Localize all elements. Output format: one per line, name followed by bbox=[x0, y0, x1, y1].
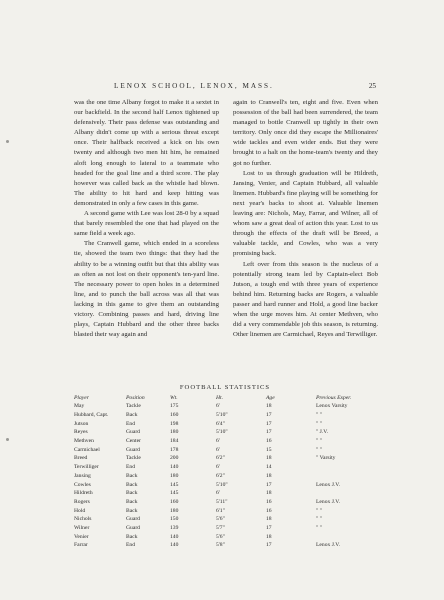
cell-height: 6' bbox=[216, 464, 220, 471]
table-row bbox=[74, 463, 376, 472]
cell-player: Methven bbox=[74, 438, 94, 445]
cell-player: Terwilliger bbox=[74, 464, 99, 471]
cell-experience bbox=[316, 463, 376, 472]
right-column bbox=[233, 98, 378, 340]
cell-age: 18 bbox=[266, 472, 272, 479]
cell-height: 5'6" bbox=[216, 516, 225, 523]
cell-position: End bbox=[126, 542, 136, 549]
cell-experience bbox=[316, 532, 376, 541]
cell-height: 5'7" bbox=[216, 524, 225, 531]
table-row bbox=[74, 541, 376, 550]
cell-height: 5'10" bbox=[216, 412, 228, 419]
cell-age: 18 bbox=[266, 516, 272, 523]
cell-height: 6' bbox=[216, 438, 220, 445]
cell-position: End bbox=[126, 420, 136, 427]
cell-experience: " " bbox=[316, 420, 322, 427]
cell-player: Carmichael bbox=[74, 446, 100, 453]
cell-player: Cowles bbox=[74, 481, 91, 488]
cell-age: 17 bbox=[266, 481, 272, 488]
cell-weight: 198 bbox=[170, 420, 179, 427]
cell-experience: " " bbox=[316, 507, 322, 514]
binder-hole bbox=[6, 140, 9, 143]
cell-height: 6'2" bbox=[216, 472, 225, 479]
cell-position: Back bbox=[126, 498, 138, 505]
table-row bbox=[74, 524, 376, 533]
cell-position: Center bbox=[126, 438, 141, 445]
table-row bbox=[74, 498, 376, 507]
cell-player: Breed bbox=[74, 455, 88, 462]
paragraph: A second game with Lee was lost 28-0 by a squad that barely resembled the one that had played on the same field a week ago. bbox=[74, 210, 219, 238]
column-header-position: Position bbox=[126, 394, 145, 401]
cell-height: 5'10" bbox=[216, 429, 228, 436]
table-row bbox=[74, 506, 376, 515]
table-row bbox=[74, 411, 376, 420]
cell-player: Wilner bbox=[74, 524, 90, 531]
page-number: 25 bbox=[368, 82, 376, 90]
cell-height: 6' bbox=[216, 403, 220, 410]
cell-position: End bbox=[126, 464, 136, 471]
table-row bbox=[74, 472, 376, 481]
cell-player: Jansing bbox=[74, 472, 91, 479]
page-header-title: LENOX SCHOOL, LENOX, MASS. bbox=[114, 82, 274, 90]
paragraph: again to Cranwell's ten, eight and five. Even when possession of the ball had been surrendered, the team managed to bottle Cranwell up tightly in their own territory. Only once did they escape the Millionaires' wide tackles and even wider ends. But they were brought to a halt on the home-team's twenty and they got no further. bbox=[233, 99, 378, 167]
cell-height: 5'10" bbox=[216, 481, 228, 488]
cell-experience: Lenox J.V. bbox=[316, 542, 340, 549]
table-row bbox=[74, 532, 376, 541]
cell-age: 15 bbox=[266, 446, 272, 453]
cell-weight: 145 bbox=[170, 490, 179, 497]
cell-experience: " Varsity bbox=[316, 455, 336, 462]
cell-experience: Lenox J.V. bbox=[316, 481, 340, 488]
cell-weight: 160 bbox=[170, 498, 179, 505]
cell-height: 6'1" bbox=[216, 507, 225, 514]
cell-height: 6' bbox=[216, 490, 220, 497]
cell-experience: " " bbox=[316, 438, 322, 445]
cell-age: 17 bbox=[266, 412, 272, 419]
cell-age: 16 bbox=[266, 438, 272, 445]
cell-age: 16 bbox=[266, 498, 272, 505]
cell-experience: " " bbox=[316, 524, 322, 531]
cell-weight: 180 bbox=[170, 472, 179, 479]
cell-position: Back bbox=[126, 507, 138, 514]
paragraph: The Cranwell game, which ended in a scoreless tie, showed the team two things: that they had the ability to be a winning outfit but that this ability was as often as not lost on their opponent's ten-yard line. The necessary power to open holes in a determined line, and to punch the ball across was all that was lacking in this game to give them an outstanding victory. Combining passes and hard, driving line plays, Captain Hubbard and the other three backs blasted their way again and bbox=[74, 240, 219, 339]
cell-weight: 140 bbox=[170, 533, 179, 540]
cell-position: Back bbox=[126, 412, 138, 419]
paragraph: Lost to us through graduation will be Hildreth, Jansing, Venier, and Captain Hubbard, all valuable linemen. Hubbard's fine playing will be something for next year's backs to shoot at. Valuable linemen leaving are: Nichols, May, Farrar, and Wilner, all of whom saw a great deal of action this year. Lost to us through the effects of the draft will be Breed, a valuable tackle, and Cowles, who was a very promising back. bbox=[233, 169, 378, 258]
cell-position: Guard bbox=[126, 516, 140, 523]
cell-player: Hildreth bbox=[74, 490, 93, 497]
cell-weight: 139 bbox=[170, 524, 179, 531]
table-row bbox=[74, 489, 376, 498]
table-row bbox=[74, 480, 376, 489]
cell-age: 17 bbox=[266, 429, 272, 436]
cell-experience: Lenox J.V. bbox=[316, 498, 340, 505]
cell-weight: 175 bbox=[170, 403, 179, 410]
binder-hole bbox=[6, 438, 9, 441]
column-header-age: Age bbox=[266, 394, 275, 401]
cell-position: Tackle bbox=[126, 403, 141, 410]
stats-table-body bbox=[74, 402, 376, 550]
column-header-weight: Wt. bbox=[170, 394, 178, 401]
cell-player: Nichols bbox=[74, 516, 92, 523]
cell-weight: 145 bbox=[170, 481, 179, 488]
paragraph: Left over from this season is the nucleus of a potentially strong team led by Captain-elect Bob Jutson, a tough end with three years of experience behind him. Returning backs are Rogers, a valuable passer and hard runner and Hold, a good line backer when the urge moves him. At center Methven, who did a very commendable job this season, is returning. Other linemen are Carmichael, Reyes and Terwilliger. bbox=[233, 260, 378, 339]
cell-weight: 180 bbox=[170, 429, 179, 436]
cell-player: Rogers bbox=[74, 498, 90, 505]
cell-height: 6'2" bbox=[216, 455, 225, 462]
cell-experience: " " bbox=[316, 446, 322, 453]
cell-age: 17 bbox=[266, 420, 272, 427]
table-row bbox=[74, 402, 376, 411]
cell-age: 18 bbox=[266, 403, 272, 410]
table-row bbox=[74, 445, 376, 454]
cell-height: 5'8" bbox=[216, 542, 225, 549]
cell-weight: 160 bbox=[170, 412, 179, 419]
cell-age: 17 bbox=[266, 524, 272, 531]
cell-weight: 178 bbox=[170, 446, 179, 453]
table-row bbox=[74, 419, 376, 428]
cell-weight: 150 bbox=[170, 516, 179, 523]
column-header-height: Ht. bbox=[216, 394, 223, 401]
table-row bbox=[74, 454, 376, 463]
table-header-row bbox=[74, 393, 376, 402]
cell-age: 17 bbox=[266, 542, 272, 549]
cell-age: 18 bbox=[266, 533, 272, 540]
cell-height: 6' bbox=[216, 446, 220, 453]
cell-experience bbox=[316, 472, 376, 481]
cell-player: Farrar bbox=[74, 542, 88, 549]
cell-weight: 184 bbox=[170, 438, 179, 445]
cell-experience: " J.V. bbox=[316, 429, 328, 436]
table-row bbox=[74, 437, 376, 446]
cell-position: Guard bbox=[126, 446, 140, 453]
cell-age: 18 bbox=[266, 455, 272, 462]
cell-player: Jutson bbox=[74, 420, 89, 427]
paragraph: was the one time Albany forgot to make it a sextet in our backfield. In the second half Lenox tightened up defensively. Their pass defense was outstanding and Albany didn't come up with a serious threat except once. Their halfback received a kick on his own twenty and although two men hit him, he remained aloft long enough to lateral to a teammate who headed for the goal line and a third score. The play however was called back as the whistle had blown. The ability to hit hard and keep hitting was demonstrated in only a few cases in this game. bbox=[74, 99, 219, 207]
cell-player: Reyes bbox=[74, 429, 88, 436]
cell-weight: 140 bbox=[170, 542, 179, 549]
column-header-experience: Previous Exper. bbox=[316, 394, 352, 401]
cell-position: Guard bbox=[126, 524, 140, 531]
table-row bbox=[74, 515, 376, 524]
cell-experience bbox=[316, 489, 376, 498]
cell-player: Hubbard, Capt. bbox=[74, 412, 109, 419]
cell-position: Back bbox=[126, 490, 138, 497]
cell-age: 14 bbox=[266, 464, 272, 471]
cell-experience: " " bbox=[316, 516, 322, 523]
cell-position: Guard bbox=[126, 429, 140, 436]
cell-weight: 200 bbox=[170, 455, 179, 462]
cell-age: 18 bbox=[266, 490, 272, 497]
cell-position: Tackle bbox=[126, 455, 141, 462]
cell-weight: 140 bbox=[170, 464, 179, 471]
cell-height: 5'6" bbox=[216, 533, 225, 540]
cell-position: Back bbox=[126, 472, 138, 479]
cell-player: Hold bbox=[74, 507, 86, 514]
column-header-player: Player bbox=[74, 394, 89, 401]
cell-experience: " " bbox=[316, 412, 322, 419]
cell-height: 5'11" bbox=[216, 498, 228, 505]
cell-player: May bbox=[74, 403, 85, 410]
stats-title: FOOTBALL STATISTICS bbox=[179, 384, 271, 391]
cell-height: 6'4" bbox=[216, 420, 225, 427]
cell-player: Venier bbox=[74, 533, 89, 540]
cell-age: 16 bbox=[266, 507, 272, 514]
cell-weight: 180 bbox=[170, 507, 179, 514]
cell-position: Back bbox=[126, 481, 138, 488]
stats-table bbox=[74, 393, 376, 550]
left-column bbox=[74, 98, 219, 340]
cell-position: Back bbox=[126, 533, 138, 540]
cell-experience: Lenox Varsity bbox=[316, 403, 348, 410]
table-row bbox=[74, 428, 376, 437]
